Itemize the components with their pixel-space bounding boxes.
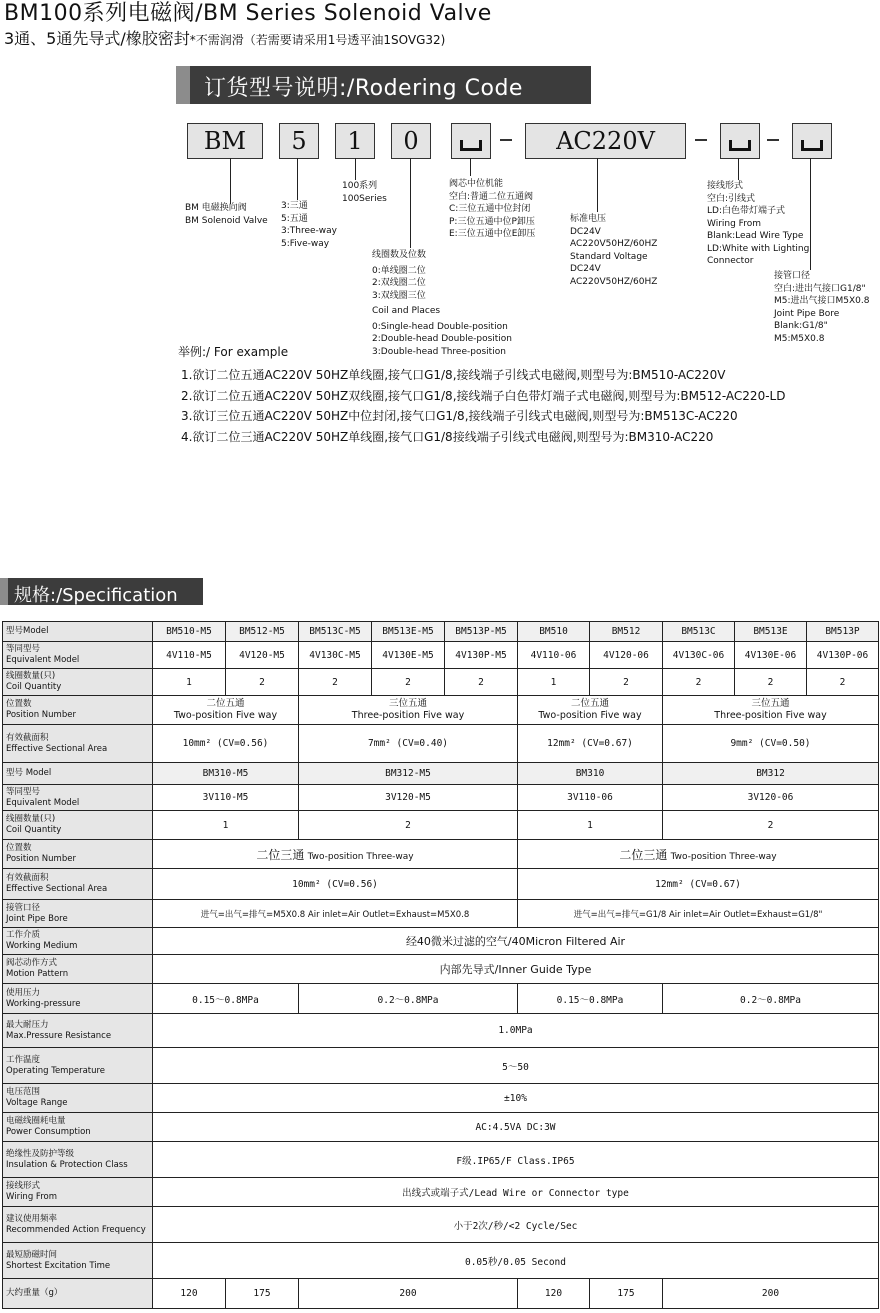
row-pressure — [3, 984, 879, 1014]
spec-cell: 4V130P-06 — [807, 642, 879, 669]
spec-cell: 9mm² (CV=0.50) — [663, 725, 879, 763]
desc-wiring: 接线形式 空白:引线式 LD:白色带灯端子式 Wiring From Blank:Lead Wire Type LD:White with Lighting Connector — [707, 181, 810, 266]
page-title: BM100系列电磁阀/BM Series Solenoid Valve — [4, 1, 492, 26]
spec-cell: 出线式或端子式/Lead Wire or Connector type — [153, 1178, 879, 1207]
spec-cell: BM310 — [518, 763, 663, 785]
spec-cell: 3V120-06 — [663, 785, 879, 811]
spec-cell: 经40微米过滤的空气/40Micron Filtered Air — [153, 928, 879, 955]
spec-row-label: 电压范围 Voltage Range — [3, 1084, 153, 1113]
spec-cell: 三位五通 Three-position Five way — [663, 696, 879, 725]
spec-cell: BM512 — [590, 622, 663, 642]
spec-cell: 0.05秒/0.05 Second — [153, 1243, 879, 1279]
code-wiring-slot — [720, 123, 760, 159]
spec-row-label: 线圈数量(只) Coil Quantity — [3, 669, 153, 696]
spec-row-label: 型号Model — [3, 622, 153, 642]
spec-cell: BM310-M5 — [153, 763, 299, 785]
row-coils5 — [3, 669, 879, 696]
spec-row-label: 工作温度 Operating Temperature — [3, 1048, 153, 1084]
code-center-slot — [451, 123, 491, 159]
spec-cell: 3V120-M5 — [299, 785, 518, 811]
row-motion — [3, 955, 879, 984]
row-volt — [3, 1084, 879, 1113]
spec-cell: BM513C-M5 — [299, 622, 372, 642]
row-pipe — [3, 900, 879, 928]
spec-cell: 1 — [518, 669, 590, 696]
spec-cell: 175 — [226, 1279, 299, 1309]
example-title: 举例:/ For example — [178, 345, 289, 359]
spec-cell: 二位五通 Two-position Five way — [518, 696, 663, 725]
spec-cell: 4V120-M5 — [226, 642, 299, 669]
page-subtitle: 3通、5通先导式/橡胶密封*不需润滑（若需要请采用1号透平油1SOVG32) — [4, 29, 446, 48]
row-temp — [3, 1048, 879, 1084]
spec-cell: 二位三通 Two-position Three-way — [153, 840, 518, 869]
spec-cell: AC:4.5VA DC:3W — [153, 1113, 879, 1142]
spec-cell: 小于2次/秒/<2 Cycle/Sec — [153, 1207, 879, 1243]
spec-cell: 4V110-06 — [518, 642, 590, 669]
spec-cell: 二位五通 Two-position Five way — [153, 696, 299, 725]
spec-cell: 4V130P-M5 — [445, 642, 518, 669]
spec-cell: 10mm² (CV=0.56) — [153, 869, 518, 900]
spec-cell: 12mm² (CV=0.67) — [518, 869, 879, 900]
row-wiring — [3, 1178, 879, 1207]
spec-cell: 120 — [153, 1279, 226, 1309]
spec-cell: 4V130E-M5 — [372, 642, 445, 669]
row-medium — [3, 928, 879, 955]
spec-cell: 175 — [590, 1279, 663, 1309]
spec-row-label: 有效截面积 Effective Sectional Area — [3, 869, 153, 900]
row-insul — [3, 1142, 879, 1178]
row-weight — [3, 1279, 879, 1309]
spec-cell: 3V110-M5 — [153, 785, 299, 811]
row-equiv3 — [3, 785, 879, 811]
spec-cell: 进气=出气=排气=M5X0.8 Air inlet=Air Outlet=Exhaust=M5X0.8 — [153, 900, 518, 928]
spec-row-label: 接线形式 Wiring From — [3, 1178, 153, 1207]
spec-cell: 200 — [663, 1279, 879, 1309]
spec-cell: 4V130E-06 — [735, 642, 807, 669]
spec-row-label: 绝缘性及防护等级 Insulation & Protection Class — [3, 1142, 153, 1178]
desc-ways: 3:三通 5:五通 3:Three-way 5:Five-way — [281, 201, 337, 249]
code-coil-box: 0 — [391, 123, 431, 159]
spec-cell: 200 — [299, 1279, 518, 1309]
spec-cell: 0.2～0.8MPa — [663, 984, 879, 1014]
row-area5 — [3, 725, 879, 763]
spec-row-label: 建议使用频率 Recommended Action Frequency — [3, 1207, 153, 1243]
spec-cell: 0.2～0.8MPa — [299, 984, 518, 1014]
code-bm-box: BM — [187, 123, 263, 159]
spec-cell: BM312 — [663, 763, 879, 785]
spec-cell: 三位五通 Three-position Five way — [299, 696, 518, 725]
spec-cell: 1 — [518, 811, 663, 840]
spec-cell: BM513P — [807, 622, 879, 642]
row-power — [3, 1113, 879, 1142]
specification-table — [2, 621, 879, 1309]
row-model3 — [3, 763, 879, 785]
spec-cell: 5～50 — [153, 1048, 879, 1084]
row-maxp — [3, 1014, 879, 1048]
row-equiv5 — [3, 642, 879, 669]
spec-row-label: 最大耐压力 Max.Pressure Resistance — [3, 1014, 153, 1048]
spec-row-label: 有效截面积 Effective Sectional Area — [3, 725, 153, 763]
row-position5 — [3, 696, 879, 725]
spec-cell: BM513E — [735, 622, 807, 642]
row-area3 — [3, 869, 879, 900]
spec-row-label: 工作介质 Working Medium — [3, 928, 153, 955]
example-4: 4.欲订二位三通AC220V 50HZ单线圈,接气口G1/8接线端子引线式电磁阀,则型号为:BM310-AC220 — [181, 430, 714, 444]
spec-cell: 2 — [663, 669, 735, 696]
spec-row-label: 等同型号 Equivalent Model — [3, 785, 153, 811]
spec-row-label: 等同型号 Equivalent Model — [3, 642, 153, 669]
spec-cell: 2 — [299, 669, 372, 696]
spec-cell: 内部先导式/Inner Guide Type — [153, 955, 879, 984]
desc-voltage: 标准电压 DC24V AC220V50HZ/60HZ Standard Voltage DC24V AC220V50HZ/60HZ — [570, 214, 658, 287]
spec-row-label: 大约重量（g） — [3, 1279, 153, 1309]
spec-cell: 4V110-M5 — [153, 642, 226, 669]
spec-cell: 二位三通 Two-position Three-way — [518, 840, 879, 869]
spec-row-label: 最短励磁时间 Shortest Excitation Time — [3, 1243, 153, 1279]
desc-port: 接管口径 空白:进出气接口G1/8" M5:进出气接口M5X0.8 Joint Pipe Bore Blank:G1/8" M5:M5X0.8 — [774, 271, 870, 344]
code-series-box: 1 — [335, 123, 375, 159]
spec-cell: 4V120-06 — [590, 642, 663, 669]
example-1: 1.欲订二位五通AC220V 50HZ单线圈,接气口G1/8,接线端子引线式电磁阀,则型号为:BM510-AC220V — [181, 368, 726, 382]
spec-cell: 1.0MPa — [153, 1014, 879, 1048]
ordering-code-header: 订货型号说明:/Rodering Code — [176, 66, 591, 104]
spec-cell: 2 — [590, 669, 663, 696]
spec-cell: 2 — [299, 811, 518, 840]
row-freq — [3, 1207, 879, 1243]
example-2: 2.欲订二位五通AC220V 50HZ双线圈,接气口G1/8,接线端子白色带灯端子式电磁阀,则型号为:BM512-AC220-LD — [181, 389, 786, 403]
spec-cell: BM513E-M5 — [372, 622, 445, 642]
spec-cell: BM510-M5 — [153, 622, 226, 642]
code-voltage-box: AC220V — [525, 123, 686, 159]
spec-row-label: 线圈数量(只) Coil Quantity — [3, 811, 153, 840]
spec-row-label: 位置数 Position Number — [3, 696, 153, 725]
spec-row-label: 电磁线圈耗电量 Power Consumption — [3, 1113, 153, 1142]
spec-cell: 2 — [735, 669, 807, 696]
spec-cell: 2 — [663, 811, 879, 840]
spec-cell: 2 — [807, 669, 879, 696]
example-3: 3.欲订三位五通AC220V 50HZ中位封闭,接气口G1/8,接线端子引线式电磁阀,则型号为:BM513C-AC220 — [181, 409, 738, 423]
row-excite — [3, 1243, 879, 1279]
spec-cell: 0.15～0.8MPa — [153, 984, 299, 1014]
spec-cell: 1 — [153, 669, 226, 696]
spec-cell: 2 — [372, 669, 445, 696]
row-coils3 — [3, 811, 879, 840]
spec-cell: ±10% — [153, 1084, 879, 1113]
spec-cell: 4V130C-06 — [663, 642, 735, 669]
row-position3 — [3, 840, 879, 869]
spec-cell: 4V130C-M5 — [299, 642, 372, 669]
row-model5 — [3, 622, 879, 642]
spec-cell: 2 — [226, 669, 299, 696]
spec-cell: 3V110-06 — [518, 785, 663, 811]
spec-cell: 0.15～0.8MPa — [518, 984, 663, 1014]
spec-cell: 7mm² (CV=0.40) — [299, 725, 518, 763]
desc-coil: 线圈数及位数 0:单线圈二位 2:双线圈二位 3:双线圈三位 Coil and Places 0:Single-head Double-position 2:Double-head Double-position 3:Double-head Three-position — [372, 250, 513, 357]
spec-cell: 120 — [518, 1279, 590, 1309]
code-port-slot — [792, 123, 832, 159]
desc-series: 100系列 100Series — [342, 181, 387, 204]
spec-cell: BM513C — [663, 622, 735, 642]
spec-row-label: 接管口径 Joint Pipe Bore — [3, 900, 153, 928]
spec-cell: 12mm² (CV=0.67) — [518, 725, 663, 763]
spec-cell: F级.IP65/F Class.IP65 — [153, 1142, 879, 1178]
spec-cell: 2 — [445, 669, 518, 696]
spec-row-label: 阀芯动作方式 Motion Pattern — [3, 955, 153, 984]
desc-center: 阀芯中位机能 空白:普通二位五通阀 C:三位五通中位封闭 P:三位五通中位P卸压 E:三位五通中位E卸压 — [449, 179, 536, 239]
spec-row-label: 型号 Model — [3, 763, 153, 785]
spec-cell: BM312-M5 — [299, 763, 518, 785]
spec-row-label: 使用压力 Working-pressure — [3, 984, 153, 1014]
spec-cell: 进气=出气=排气=G1/8 Air inlet=Air Outlet=Exhaust=G1/8" — [518, 900, 879, 928]
spec-cell: BM510 — [518, 622, 590, 642]
spec-cell: 1 — [153, 811, 299, 840]
desc-bm: BM 电磁换向阀 BM Solenoid Valve — [185, 203, 268, 226]
spec-cell: BM513P-M5 — [445, 622, 518, 642]
spec-row-label: 位置数 Position Number — [3, 840, 153, 869]
spec-cell: 10mm² (CV=0.56) — [153, 725, 299, 763]
spec-cell: BM512-M5 — [226, 622, 299, 642]
specification-header: 规格:/Specification — [0, 578, 203, 605]
code-ways-box: 5 — [279, 123, 319, 159]
